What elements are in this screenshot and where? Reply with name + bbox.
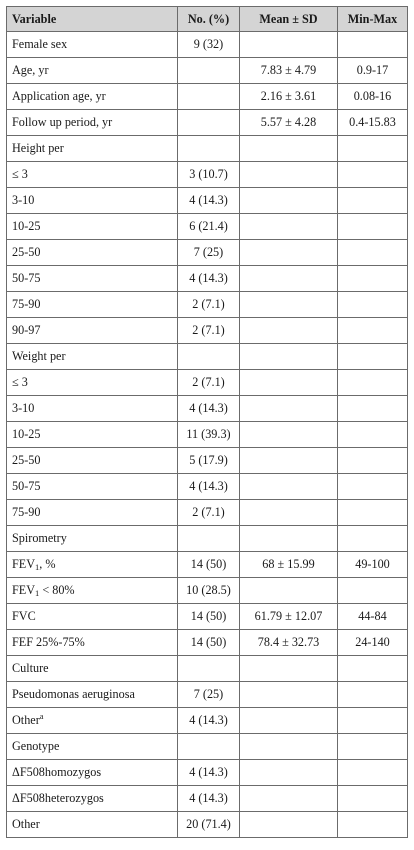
cell-number-percent: 7 (25) — [178, 682, 240, 708]
cell-variable — [7, 656, 178, 682]
cell-min-max — [338, 422, 408, 448]
cell-mean-sd — [240, 578, 338, 604]
variable-label: FEF 25%-75% — [12, 635, 85, 649]
table-row — [7, 32, 408, 58]
cell-variable — [7, 136, 178, 162]
table-row — [7, 604, 408, 630]
variable-label: 10-25 — [12, 219, 41, 233]
table-header — [7, 7, 408, 32]
header-variable: Variable — [7, 7, 178, 32]
cell-number-percent: 4 (14.3) — [178, 708, 240, 734]
cell-number-percent — [178, 58, 240, 84]
cell-min-max — [338, 734, 408, 760]
cell-number-percent: 3 (10.7) — [178, 162, 240, 188]
table-container — [6, 6, 408, 838]
variable-label: Height per — [12, 141, 64, 155]
cell-min-max — [338, 162, 408, 188]
cell-min-max — [338, 578, 408, 604]
table-row — [7, 344, 408, 370]
table-row — [7, 58, 408, 84]
cell-min-max — [338, 656, 408, 682]
variable-label: 3-10 — [12, 401, 35, 415]
cell-min-max — [338, 240, 408, 266]
variable-label: FEV — [12, 583, 36, 597]
cell-mean-sd: 78.4 ± 32.73 — [240, 630, 338, 656]
cell-number-percent: 10 (28.5) — [178, 578, 240, 604]
cell-number-percent — [178, 344, 240, 370]
variable-label: 50-75 — [12, 479, 41, 493]
variable-label: ≤ 3 — [12, 167, 28, 181]
variable-suffix: , % — [39, 557, 56, 571]
cell-variable — [7, 58, 178, 84]
table-row — [7, 162, 408, 188]
variable-label: 90-97 — [12, 323, 41, 337]
table-row — [7, 552, 408, 578]
variable-subscript: 1 — [35, 588, 40, 598]
cell-number-percent: 2 (7.1) — [178, 370, 240, 396]
cell-min-max — [338, 344, 408, 370]
cell-variable — [7, 630, 178, 656]
table-row — [7, 318, 408, 344]
variable-label: 25-50 — [12, 453, 41, 467]
cell-mean-sd — [240, 812, 338, 838]
variable-label: 75-90 — [12, 297, 41, 311]
cell-mean-sd: 68 ± 15.99 — [240, 552, 338, 578]
cell-number-percent: 14 (50) — [178, 552, 240, 578]
variable-label: 75-90 — [12, 505, 41, 519]
table-row — [7, 214, 408, 240]
variable-subscript: 1 — [35, 562, 40, 572]
table-row — [7, 500, 408, 526]
cell-mean-sd — [240, 734, 338, 760]
cell-variable — [7, 578, 178, 604]
cell-number-percent: 5 (17.9) — [178, 448, 240, 474]
cell-variable — [7, 682, 178, 708]
table-row — [7, 370, 408, 396]
cell-mean-sd — [240, 396, 338, 422]
cell-min-max — [338, 318, 408, 344]
cell-number-percent — [178, 526, 240, 552]
cell-min-max — [338, 396, 408, 422]
cell-min-max — [338, 812, 408, 838]
variable-label: FEV — [12, 557, 36, 571]
variable-label: Spirometry — [12, 531, 67, 545]
cell-number-percent: 14 (50) — [178, 630, 240, 656]
cell-number-percent: 2 (7.1) — [178, 500, 240, 526]
cell-variable — [7, 240, 178, 266]
cell-number-percent: 9 (32) — [178, 32, 240, 58]
cell-variable — [7, 734, 178, 760]
table-row — [7, 630, 408, 656]
cell-mean-sd — [240, 422, 338, 448]
cell-number-percent: 14 (50) — [178, 604, 240, 630]
cell-number-percent — [178, 656, 240, 682]
table-row — [7, 448, 408, 474]
cell-variable — [7, 604, 178, 630]
cell-min-max — [338, 708, 408, 734]
cell-variable — [7, 344, 178, 370]
table-row — [7, 786, 408, 812]
cell-number-percent — [178, 734, 240, 760]
cell-mean-sd — [240, 656, 338, 682]
table-row — [7, 240, 408, 266]
cell-min-max: 49-100 — [338, 552, 408, 578]
cell-number-percent: 6 (21.4) — [178, 214, 240, 240]
cell-mean-sd — [240, 708, 338, 734]
cell-variable — [7, 266, 178, 292]
cell-variable — [7, 422, 178, 448]
cell-number-percent: 4 (14.3) — [178, 266, 240, 292]
table-row — [7, 734, 408, 760]
variable-label: 50-75 — [12, 271, 41, 285]
cell-number-percent: 4 (14.3) — [178, 474, 240, 500]
cell-mean-sd — [240, 292, 338, 318]
header-row — [7, 7, 408, 32]
cell-min-max — [338, 266, 408, 292]
cell-mean-sd — [240, 500, 338, 526]
cell-variable — [7, 318, 178, 344]
cell-variable — [7, 500, 178, 526]
table-row — [7, 578, 408, 604]
cell-mean-sd: 5.57 ± 4.28 — [240, 110, 338, 136]
cell-min-max — [338, 188, 408, 214]
cell-number-percent: 2 (7.1) — [178, 318, 240, 344]
variable-label: Female sex — [12, 37, 68, 51]
variable-label: Weight per — [12, 349, 66, 363]
cell-min-max: 24-140 — [338, 630, 408, 656]
cell-number-percent: 4 (14.3) — [178, 786, 240, 812]
cell-min-max — [338, 500, 408, 526]
cell-min-max — [338, 474, 408, 500]
cell-variable — [7, 292, 178, 318]
cell-mean-sd — [240, 370, 338, 396]
cell-min-max: 0.4-15.83 — [338, 110, 408, 136]
cell-variable — [7, 552, 178, 578]
variable-label: Age, yr — [12, 63, 49, 77]
variable-suffix: < 80% — [39, 583, 75, 597]
cell-number-percent: 4 (14.3) — [178, 188, 240, 214]
table-row — [7, 292, 408, 318]
cell-variable — [7, 786, 178, 812]
cell-min-max — [338, 760, 408, 786]
cell-variable — [7, 162, 178, 188]
cell-min-max — [338, 526, 408, 552]
cell-number-percent: 4 (14.3) — [178, 396, 240, 422]
table-row — [7, 656, 408, 682]
cell-variable — [7, 370, 178, 396]
variable-label: Other — [12, 817, 40, 831]
cell-min-max: 0.9-17 — [338, 58, 408, 84]
variable-label: ΔF508heterozygos — [12, 791, 104, 805]
table-row — [7, 188, 408, 214]
cell-variable — [7, 474, 178, 500]
variable-label: Pseudomonas aeruginosa — [12, 687, 135, 701]
table-row — [7, 682, 408, 708]
table-row — [7, 396, 408, 422]
variable-label: 25-50 — [12, 245, 41, 259]
cell-mean-sd — [240, 448, 338, 474]
cell-min-max — [338, 214, 408, 240]
variable-label: Application age, yr — [12, 89, 106, 103]
cell-min-max — [338, 370, 408, 396]
table-row — [7, 110, 408, 136]
cell-variable — [7, 214, 178, 240]
variable-label: Genotype — [12, 739, 60, 753]
cell-mean-sd — [240, 760, 338, 786]
cell-mean-sd — [240, 682, 338, 708]
cell-min-max — [338, 682, 408, 708]
cell-variable — [7, 708, 178, 734]
cell-variable — [7, 760, 178, 786]
header-mean-sd: Mean ± SD — [240, 7, 338, 32]
cell-number-percent — [178, 136, 240, 162]
variable-label: 3-10 — [12, 193, 35, 207]
cell-min-max — [338, 292, 408, 318]
patient-characteristics-table — [6, 6, 408, 838]
cell-min-max: 44-84 — [338, 604, 408, 630]
cell-number-percent: 20 (71.4) — [178, 812, 240, 838]
table-row — [7, 422, 408, 448]
cell-number-percent: 11 (39.3) — [178, 422, 240, 448]
variable-label: 10-25 — [12, 427, 41, 441]
cell-number-percent — [178, 110, 240, 136]
cell-mean-sd: 61.79 ± 12.07 — [240, 604, 338, 630]
variable-label: ΔF508homozygos — [12, 765, 102, 779]
variable-superscript: a — [39, 711, 44, 721]
cell-variable — [7, 448, 178, 474]
table-row — [7, 708, 408, 734]
cell-number-percent: 4 (14.3) — [178, 760, 240, 786]
cell-number-percent: 7 (25) — [178, 240, 240, 266]
cell-variable — [7, 812, 178, 838]
cell-mean-sd — [240, 526, 338, 552]
cell-mean-sd — [240, 214, 338, 240]
table-row — [7, 760, 408, 786]
cell-mean-sd — [240, 240, 338, 266]
cell-number-percent — [178, 84, 240, 110]
table-row — [7, 266, 408, 292]
cell-mean-sd — [240, 786, 338, 812]
cell-min-max — [338, 136, 408, 162]
cell-variable — [7, 32, 178, 58]
cell-min-max: 0.08-16 — [338, 84, 408, 110]
cell-variable — [7, 110, 178, 136]
variable-label: FVC — [12, 609, 36, 623]
variable-label: Culture — [12, 661, 49, 675]
variable-label: ≤ 3 — [12, 375, 28, 389]
cell-number-percent: 2 (7.1) — [178, 292, 240, 318]
table-row — [7, 136, 408, 162]
cell-mean-sd — [240, 474, 338, 500]
cell-min-max — [338, 786, 408, 812]
cell-mean-sd — [240, 318, 338, 344]
table-row — [7, 474, 408, 500]
cell-mean-sd — [240, 266, 338, 292]
cell-mean-sd — [240, 188, 338, 214]
table-row — [7, 526, 408, 552]
cell-variable — [7, 84, 178, 110]
variable-label: Follow up period, yr — [12, 115, 113, 129]
header-min-max: Min-Max — [338, 7, 408, 32]
cell-variable — [7, 396, 178, 422]
table-body — [7, 32, 408, 838]
cell-mean-sd — [240, 136, 338, 162]
table-row — [7, 812, 408, 838]
cell-mean-sd: 2.16 ± 3.61 — [240, 84, 338, 110]
cell-min-max — [338, 448, 408, 474]
cell-mean-sd — [240, 32, 338, 58]
cell-mean-sd: 7.83 ± 4.79 — [240, 58, 338, 84]
header-number-percent: No. (%) — [178, 7, 240, 32]
cell-variable — [7, 526, 178, 552]
cell-min-max — [338, 32, 408, 58]
cell-mean-sd — [240, 344, 338, 370]
cell-mean-sd — [240, 162, 338, 188]
cell-variable — [7, 188, 178, 214]
variable-label: Other — [12, 713, 40, 727]
table-row — [7, 84, 408, 110]
